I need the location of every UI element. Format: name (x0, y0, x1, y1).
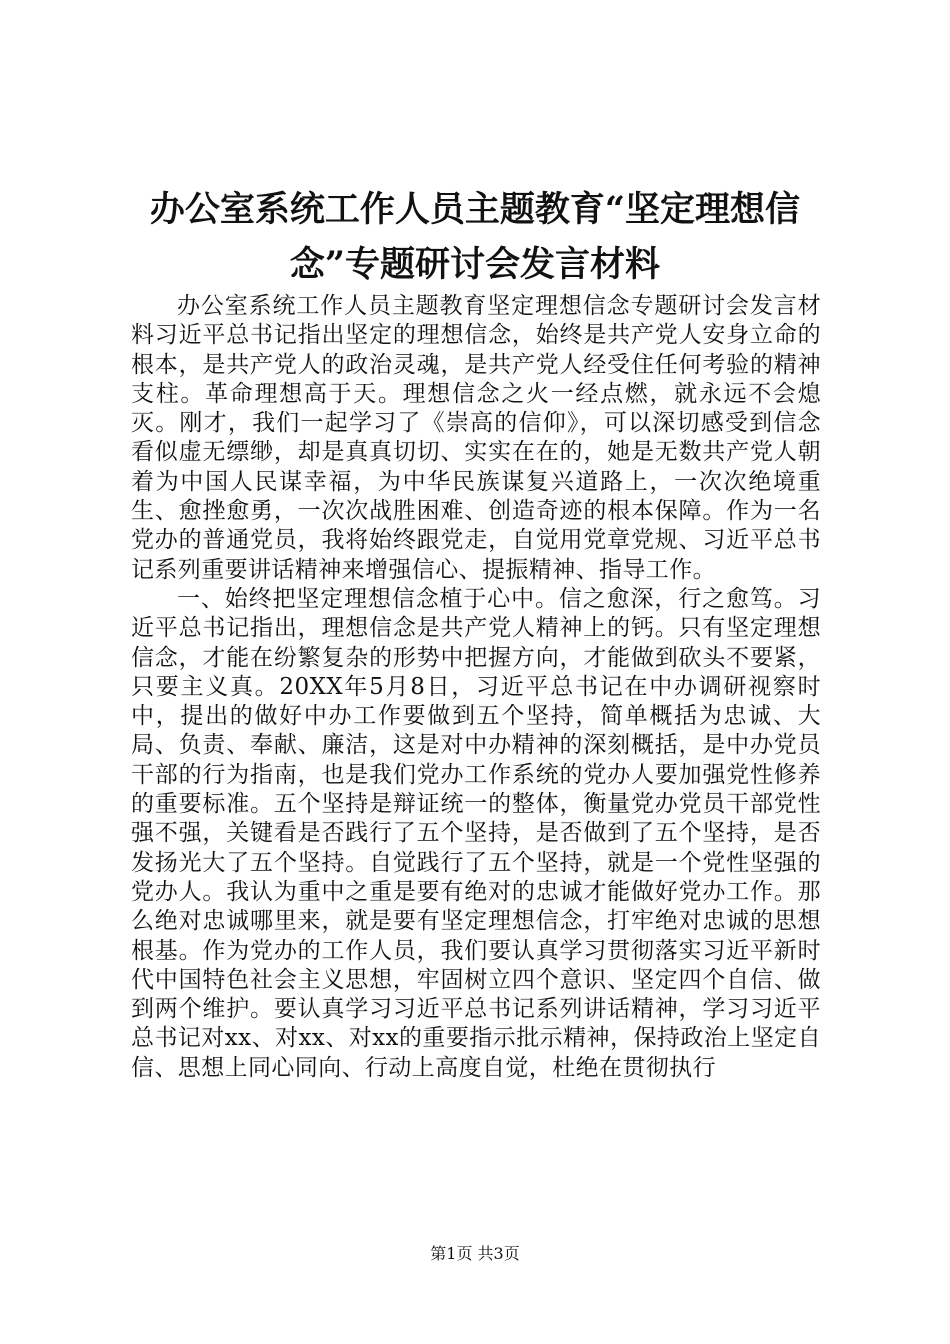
page-number-footer: 第1页 共3页 (430, 1244, 520, 1263)
document-body (131, 292, 821, 1083)
document-title-line-1: 办公室系统工作人员主题教育“坚定理想信 (149, 189, 801, 230)
document-title-line-2: 念”专题研讨会发言材料 (289, 244, 661, 285)
body-paragraph-1: 办公室系统工作人员主题教育坚定理想信念专题研讨会发言材料习近平总书记指出坚定的理想信念，始终是共产党人安身立命的根本，是共产党人的政治灵魂，是共产党人经受住任何考验的精神支柱。革命理想高于天。理想信念之火一经点燃，就永远不会熄灭。刚才，我们一起学习了《崇高的信仰》，可以深切感受到信念看似虚无缥缈，却是真真切切、实实在在的，她是无数共产党人朝着为中国人民谋幸福，为中华民族谋复兴道路上，一次次绝境重生、愈挫愈勇，一次次战胜困难、创造奇迹的根本保障。作为一名党办的普通党员，我将始终跟党走，自觉用党章党规、习近平总书记系列重要讲话精神来增强信心、提振精神、指导工作。 (131, 293, 821, 583)
body-paragraph-2: 一、始终把坚定理想信念植于心中。信之愈深，行之愈笃。习近平总书记指出，理想信念是共产党人精神上的钙。只有坚定理想信念，才能在纷繁复杂的形势中把握方向，才能做到砍头不要紧，只要主义真。20XX年5月8日，习近平总书记在中办调研视察时中，提出的做好中办工作要做到五个坚持，简单概括为忠诚、大局、负责、奉献、廉洁，这是对中办精神的深刻概括，是中办党员干部的行为指南，也是我们党办工作系统的党办人要加强党性修养的重要标准。五个坚持是辩证统一的整体，衡量党办党员干部党性强不强，关键看是否践行了五个坚持，是否做到了五个坚持，是否发扬光大了五个坚持。自觉践行了五个坚持，就是一个党性坚强的党办人。我认为重中之重是要有绝对的忠诚才能做好党办工作。那么绝对忠诚哪里来，就是要有坚定理想信念，打牢绝对忠诚的思想根基。作为党办的工作人员，我们要认真学习贯彻落实习近平新时代中国特色社会主义思想，牢固树立四个意识、坚定四个自信、做到两个维护。要认真学习习近平总书记系列讲话精神，学习习近平总书记对xx、对xx、对xx的重要指示批示精神，保持政治上坚定自信、思想上同心同向、行动上高度自觉，杜绝在贯彻执行 (131, 585, 821, 1081)
